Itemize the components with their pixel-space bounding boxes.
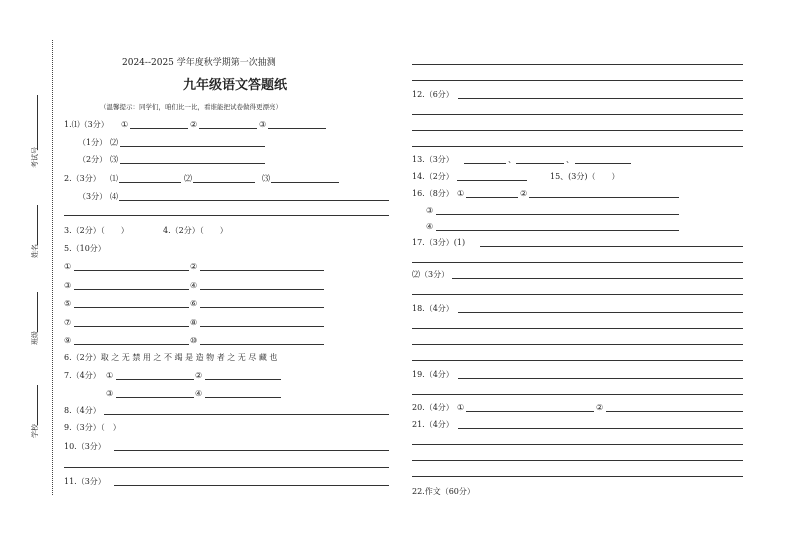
- q7-sub3: ③: [106, 389, 114, 398]
- q22-label: 22.作文（60分）: [412, 487, 475, 496]
- q5-sub6: ⑥: [190, 299, 198, 308]
- q17b-answer-line1[interactable]: [452, 278, 743, 279]
- q11-continued-line1[interactable]: [412, 64, 743, 65]
- q13-answer-2[interactable]: [516, 163, 564, 164]
- q16-sub2: ②: [520, 189, 528, 198]
- q5-answer-6[interactable]: [200, 307, 324, 308]
- school-field[interactable]: [37, 385, 38, 425]
- q13-sep1: 、: [508, 155, 516, 164]
- q18-answer-line4[interactable]: [412, 360, 743, 361]
- q11-answer[interactable]: [114, 485, 389, 486]
- q16-sub4: ④: [426, 222, 434, 231]
- q20-label: 20.（4分）: [412, 403, 454, 412]
- q5-sub1: ①: [64, 262, 72, 271]
- q17-label: 17.（3分）(1): [412, 238, 466, 247]
- school-label: 学校: [31, 424, 39, 438]
- q1b-answer[interactable]: [120, 146, 265, 147]
- q13-label: 13.（3分）: [412, 155, 454, 164]
- class-label: 班级: [31, 331, 39, 345]
- q18-label: 18.（4分）: [412, 304, 454, 313]
- q19-answer-line2[interactable]: [412, 394, 743, 395]
- page-title: 九年级语文答题纸: [183, 78, 288, 93]
- q1-sub1: ①: [121, 120, 129, 129]
- q2-answer-1[interactable]: [119, 182, 181, 183]
- q18-answer-line3[interactable]: [412, 344, 743, 345]
- q18-answer-line2[interactable]: [412, 328, 743, 329]
- q5-answer-2[interactable]: [200, 270, 324, 271]
- q11-label: 11.（3分）: [64, 477, 106, 486]
- q5-sub3: ③: [64, 281, 72, 290]
- q2-answer-3[interactable]: [271, 182, 339, 183]
- q2b-answer-line2[interactable]: [64, 215, 389, 216]
- q19-answer-line1[interactable]: [458, 378, 743, 379]
- q16-sub1: ①: [457, 189, 465, 198]
- q10-label: 10.（3分）: [64, 442, 106, 451]
- q12-answer-line2[interactable]: [412, 114, 743, 115]
- q5-sub4: ④: [190, 281, 198, 290]
- q7-answer-4[interactable]: [205, 397, 281, 398]
- q21-label: 21.（4分）: [412, 420, 454, 429]
- q14-label: 14.（2分）: [412, 172, 454, 181]
- q16-answer-4[interactable]: [436, 230, 679, 231]
- q7-sub4: ④: [195, 389, 203, 398]
- q21-answer-line3[interactable]: [412, 460, 743, 461]
- q20-answer-1[interactable]: [466, 411, 594, 412]
- q2b-answer-line1[interactable]: [119, 200, 389, 201]
- q12-answer-line3[interactable]: [412, 130, 743, 131]
- q8-label: 8.（4分）: [64, 406, 101, 415]
- q5-answer-10[interactable]: [200, 344, 324, 345]
- q8-answer[interactable]: [104, 414, 389, 415]
- q1-sub2: ②: [190, 120, 198, 129]
- q13-answer-1[interactable]: [464, 163, 506, 164]
- q2-sub2: ⑵: [184, 174, 192, 183]
- q5-label: 5.（10分）: [64, 244, 106, 253]
- q1-answer-2[interactable]: [199, 128, 257, 129]
- q1b-num: ⑵: [110, 138, 118, 147]
- q5-sub5: ⑤: [64, 299, 72, 308]
- q21-answer-line2[interactable]: [412, 444, 743, 445]
- q2-sub3: ⑶: [262, 174, 270, 183]
- q7-answer-2[interactable]: [205, 379, 281, 380]
- q7-label: 7.（4分）: [64, 371, 101, 380]
- q17b-answer-line2[interactable]: [412, 294, 743, 295]
- q1-answer-3[interactable]: [268, 128, 326, 129]
- q2-sub1: ⑴: [110, 174, 118, 183]
- q20-sub1: ①: [457, 403, 465, 412]
- q5-sub8: ⑧: [190, 318, 198, 327]
- q16-answer-1[interactable]: [466, 197, 518, 198]
- q2b-label: （3分）: [78, 192, 108, 201]
- exam-no-label: 考试号: [31, 147, 39, 168]
- q7-sub2: ②: [195, 371, 203, 380]
- q5-answer-9[interactable]: [74, 344, 189, 345]
- q10-answer-line2[interactable]: [64, 467, 389, 468]
- q5-sub10: ⑩: [190, 336, 198, 345]
- q1b-label: （1分）: [78, 138, 108, 147]
- q12-answer-line4[interactable]: [412, 146, 743, 147]
- q5-sub9: ⑨: [64, 336, 72, 345]
- q5-sub2: ②: [190, 262, 198, 271]
- q2-answer-2[interactable]: [193, 182, 255, 183]
- q7-answer-3[interactable]: [116, 397, 194, 398]
- q9-label: 9.（3分）（ ）: [64, 423, 121, 432]
- name-label: 姓名: [31, 244, 39, 258]
- q16-answer-2[interactable]: [529, 197, 679, 198]
- q16-label: 16.（8分）: [412, 189, 454, 198]
- q1c-answer[interactable]: [120, 163, 265, 164]
- q3-label: 3.（2分）（ ）: [64, 226, 129, 235]
- q16-sub3: ③: [426, 206, 434, 215]
- q18-answer-line1[interactable]: [458, 312, 743, 313]
- class-field[interactable]: [37, 292, 38, 332]
- q14-answer[interactable]: [457, 180, 527, 181]
- q5-answer-3[interactable]: [74, 289, 189, 290]
- q2-label: 2.（3分）: [64, 174, 101, 183]
- q10-answer-line1[interactable]: [114, 450, 389, 451]
- q21-answer-line1[interactable]: [458, 428, 743, 429]
- q6-sentence[interactable]: 6.（2分）取 之 无 禁 用 之 不 竭 是 造 物 者 之 无 尽 藏 也: [64, 353, 278, 362]
- q13-sep2: 、: [566, 155, 574, 164]
- q2b-num: ⑷: [110, 192, 118, 201]
- q5-answer-7[interactable]: [74, 326, 189, 327]
- binding-line: [52, 40, 53, 495]
- q12-answer-line1[interactable]: [458, 98, 743, 99]
- q1-label: 1.⑴（3分）: [64, 120, 109, 129]
- q13-answer-3[interactable]: [575, 163, 631, 164]
- q5-answer-1[interactable]: [74, 270, 189, 271]
- q7-answer-1[interactable]: [116, 379, 194, 380]
- q20-sub2: ②: [596, 403, 604, 412]
- notice: （温馨提示：同学们，咱们比一比，看谁能把试卷做得更漂亮）: [100, 103, 282, 111]
- name-field[interactable]: [37, 205, 38, 245]
- exam-no-field[interactable]: [37, 95, 38, 150]
- exam-title: 2024--2025 学年度秋学期第一次抽测: [122, 58, 276, 68]
- q7-sub1: ①: [106, 371, 114, 380]
- q19-label: 19.（4分）: [412, 370, 454, 379]
- q5-answer-4[interactable]: [200, 289, 324, 290]
- q17-answer-line2[interactable]: [412, 262, 743, 263]
- q1c-label: （2分）: [78, 155, 108, 164]
- q11-continued-line2[interactable]: [412, 80, 743, 81]
- q1-sub3: ③: [259, 120, 267, 129]
- q5-sub7: ⑦: [64, 318, 72, 327]
- q15-label: 15、(3分)（ ）: [550, 172, 620, 181]
- q1c-num: ⑶: [110, 155, 118, 164]
- q20-answer-2[interactable]: [606, 411, 743, 412]
- q5-answer-5[interactable]: [74, 307, 189, 308]
- q16-answer-3[interactable]: [436, 214, 679, 215]
- q1-answer-1[interactable]: [130, 128, 188, 129]
- q17b-label: ⑵（3分）: [412, 270, 450, 279]
- q17-answer-line1[interactable]: [480, 246, 743, 247]
- q21-answer-line4[interactable]: [412, 476, 743, 477]
- q12-label: 12.（6分）: [412, 90, 454, 99]
- q4-label: 4.（2分）（ ）: [163, 226, 228, 235]
- q5-answer-8[interactable]: [200, 326, 324, 327]
